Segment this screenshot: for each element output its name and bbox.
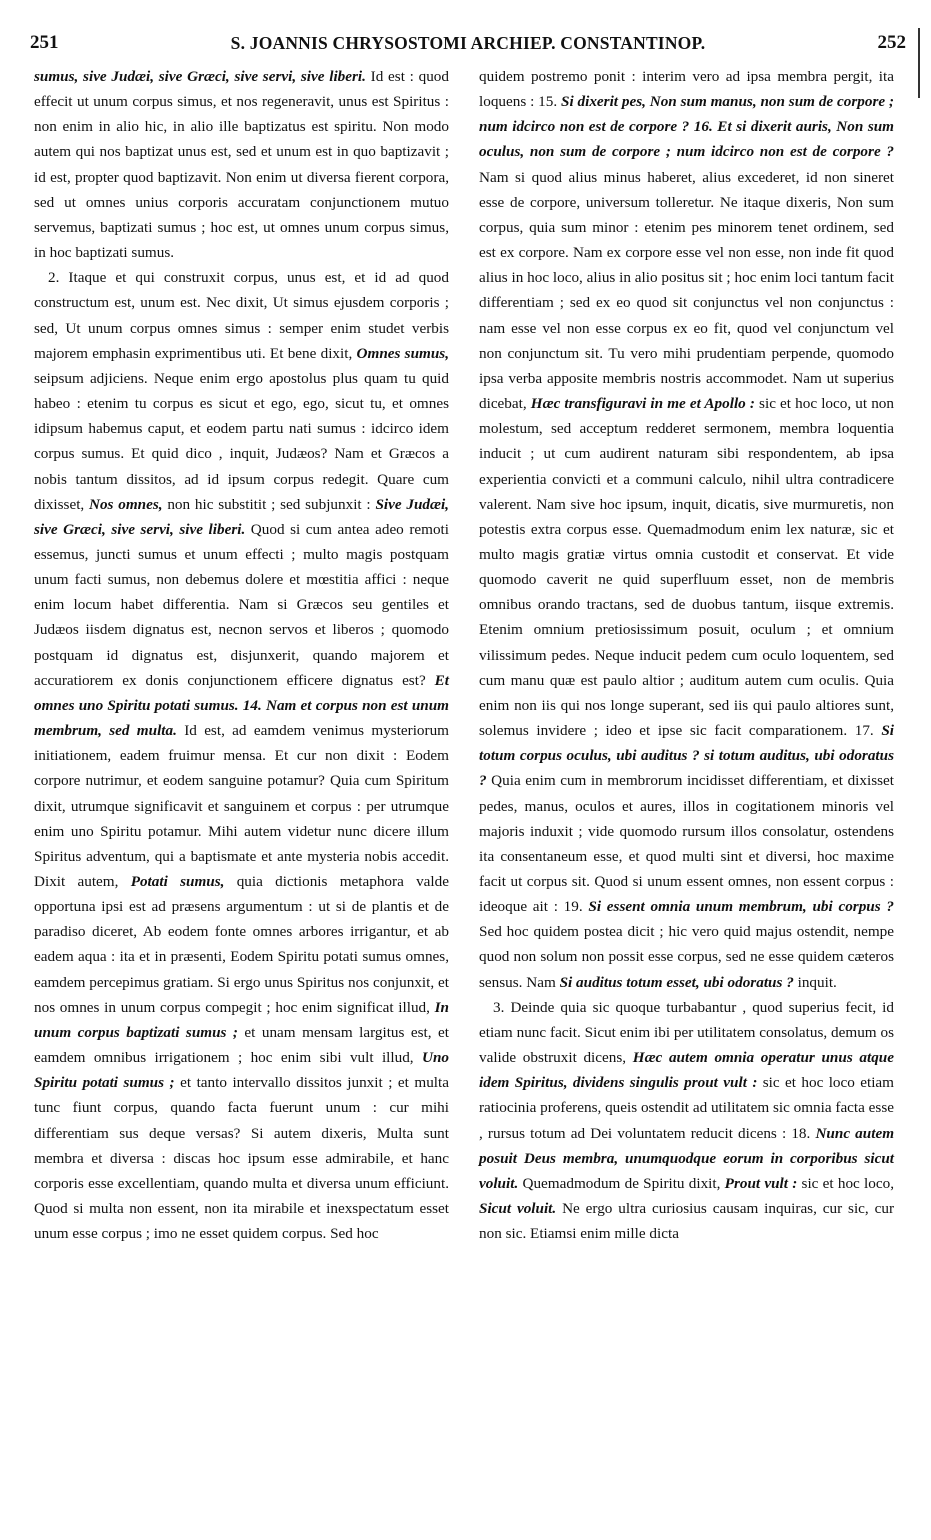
italic-citation: Hæc transfiguravi in me et Apollo :: [530, 395, 755, 413]
italic-citation: Nos omnes,: [88, 495, 163, 513]
text-run: Id est, ad eamdem venimus mysteriorum initiationem, eadem fruimur mensa. Et cur non dixit : Eodem corpore nutrimur, et eodem sanguine potamur? Quia cum Spiritum dixit, utrumque significavit et sanguinem et corpus : per utrumque enim uno Spiritu potamur. Mihi autem videtur nunc dicere illum Spiritus adventum, qui a baptismate et ante mysteria nobis accedit. Dixit autem,: [34, 722, 449, 890]
paragraph: [479, 995, 894, 1247]
text-run: sic et hoc loco, ut non molestum, sed acceptum redderet sermonem, membra loquentia inducit ; ut cum audirent naturam sibi respondentem, ab ipsa experientia convicti et a communi calculo, nihil ultra contradicere valerent. Nam sive hoc ipsum, inquit, dicatis, sive murmuretis, non potestis extra corpus esse. Quemadmodum enim lex naturæ, sic et multo magis gratiæ virtus omnia custodit et conservat. Et vide quomodo caverit ne quid superfluum esset, non de membris omnibus orando tractans, sed de duobus tantum, iisque extremis. Etenim omnium pretiosissimum posuit, oculum ; et omnium vilissimum pedes. Neque inducit pedem cum oculo loquentem, sed cum manu quæ est paulo altior ; auditum autem cum oculis. Quia enim non iis qui nos longe superant, sed iis qui paulo altiores sunt, solemus invidere ; ideo et ipse sic facit comparationem. 17.: [479, 395, 894, 740]
paragraph: [479, 64, 894, 995]
running-title: S. JOANNIS CHRYSOSTOMI ARCHIEP. CONSTANTINOP.: [230, 33, 706, 53]
italic-citation: Omnes sumus,: [356, 344, 449, 362]
paragraph: [34, 265, 449, 1246]
page-number-left: 251: [30, 32, 59, 53]
italic-citation: Sicut voluit.: [479, 1200, 557, 1218]
italic-citation: Si auditus totum esset, ubi odoratus ?: [559, 973, 794, 991]
text-run: Quod si cum antea adeo remoti essemus, juncti sumus et unum effecti ; multo magis postquam unum facti sumus, non debemus dolere et mœstitia affici : neque enim locum habet differentia. Nam si Græcos seu gentiles et Judæos iisdem dignatus est, necnon servos et liberos ; quomodo postquam id dignatus est, disjunxerit, quando majorem et accuratiorem ex donis conjunctionem efficere dignatus est?: [34, 520, 449, 689]
italic-citation: Prout vult :: [724, 1174, 798, 1192]
text-run: sic et hoc loco,: [797, 1174, 894, 1192]
page-header: [30, 32, 906, 62]
text-run: Id est : quod effecit ut unum corpus simus, et nos regeneravit, unus est Spiritus : non enim in alio hic, in alio ille baptizatus est spiritu. Non modo autem qui nos baptizat unus est, sed et unum est in quo baptizavit ; id est, propter quod baptizavit. Non enim ut diversa fierent corpora, sed ut omnes unius corporis accuratam conjunctionem mutuo servemus, baptizati sumus ; hoc est, ut omnes unum corpus simus, in hoc baptizati sumus.: [34, 68, 449, 262]
italic-citation: Si dixerit pes, Non sum manus, non sum de corpore ; num idcirco non est de corpore ? 16. Et si dixerit auris, Non sum oculus, non sum de corpore ; num idcirco non est de corpore ?: [479, 93, 894, 161]
text-run: Sed hoc quidem postea dicit ; hic vero quid majus ostendit, nempe quod non solum non possit esse corpus, sed ne esse quidem cæteros sensus. Nam: [479, 923, 894, 991]
italic-citation: Hæc autem omnia operatur unus atque idem Spiritus, dividens singulis prout vult :: [479, 1049, 894, 1092]
italic-citation: Si totum corpus oculus, ubi auditus ? si totum auditus, ubi odoratus ?: [479, 722, 894, 790]
italic-citation: Et omnes uno Spiritu potati sumus. 14. Nam et corpus non est unum membrum, sed multa.: [34, 671, 449, 740]
italic-citation: Sive Judæi, sive Græci, sive servi, sive liberi.: [34, 495, 449, 538]
text-run: Quia enim cum in membrorum incidisset differentiam, et dixisset pedes, manus, oculos et aures, illos in cogitationem minoris vel majoris induxit ; vide quomodo rursum illos consolatur, ostendens ita consentaneum esse, et quod multi sint et diversi, hoc maxime facit ut corpus sit. Quod si unum essent omnes, non essent corpus : ideoque ait : 19.: [479, 772, 894, 916]
text-run: seipsum adjiciens. Neque enim ergo apostolus plus quam tu quid habeo : etenim tu corpus es sicut et ego, ego, sicut tu, et omnes idipsum habemus caput, et eodem partu nati sumus : idcirco idem corpus sumus. Et quid dico , inquit, Judæos? Nam et Græcos a nobis tantum dissitos, ad id ipsum corpus redegit. Quare cum dixisset,: [34, 369, 449, 513]
right-column: [479, 64, 894, 1246]
text-run: quidem postremo ponit : interim vero ad ipsa membra pergit, ita loquens : 15.: [479, 68, 894, 111]
text-run: et tanto intervallo dissitos junxit ; et multa tunc fiunt corpus, quando facta fuerunt unum : cur mihi differentiam sus deque versas? Si autem dixeris, Multa sunt membra et diversa : discas hoc ipsum esse admirabile, et hanc corporis esse excellentiam, quando multa et diversa unum efficiunt. Quod si multa non essent, non ita mirabile et inexspectatum esset unum esse corpus ; imo ne esset quidem corpus. Sed hoc: [34, 1074, 449, 1243]
page-number-right: 252: [877, 32, 906, 53]
left-column: [34, 64, 449, 1246]
text-run: Nam si quod alius minus haberet, alius excederet, id non sineret esse de corpore, universum tolleretur. Ne itaque dixeris, Non sum corpus, quia sum minor : etenim pes minorem tenet ordinem, sed est ex corpore. Nam ex corpore esse vel non esse, non inde fit quod alius in hoc loco, alius in alio positus sit ; hoc enim loci tantum facit differentiam ; sed ex eo quod sit conjunctus vel non conjunctus : nam esse vel non esse corpus ex eo fit, quod vel conjunctum vel non conjunctum sit. Tu vero mihi prudentiam perpende, quomodo ipsa verba apposite membris nostris accommodet. Nam ut superius dicebat,: [479, 168, 894, 413]
italic-citation: sumus, sive Judæi, sive Græci, sive servi, sive liberi.: [34, 68, 366, 85]
italic-citation: Si essent omnia unum membrum, ubi corpus ?: [588, 898, 894, 916]
italic-citation: Nunc autem posuit Deus membra, unumquodque eorum in corporibus sicut voluit.: [479, 1124, 895, 1192]
text-run: non hic substitit ; sed subjunxit :: [162, 495, 376, 513]
italic-citation: Uno Spiritu potati sumus ;: [34, 1049, 449, 1092]
paragraph: [34, 64, 449, 265]
text-run: Ne ergo ultra curiosius causam inquiras, cur sic, cur non sic. Etiamsi enim mille dicta: [479, 1200, 895, 1243]
text-run: et unam mensam largitus est, et eamdem omnibus irrigationem ; hoc enim sibi vult illud,: [34, 1023, 449, 1067]
margin-rule: [918, 28, 920, 98]
text-run: sic et hoc loco etiam ratiocinia proferens, queis ostendit ad utilitatem sic omnia facta esse , rursus totum ad Dei voluntatem reducit dicens : 18.: [479, 1074, 894, 1142]
italic-citation: In unum corpus baptizati sumus ;: [34, 998, 449, 1041]
text-run: 2. Itaque et qui construxit corpus, unus est, et id ad quod constructum est, unum est. Nec dixit, Ut simus ejusdem corporis ; sed, Ut unum corpus omnes simus : semper enim studet verbis majorem emphasin exprimentibus uti. Et bene dixit,: [34, 269, 449, 362]
text-run: Quemadmodum de Spiritu dixit,: [518, 1174, 725, 1192]
text-run: inquit.: [793, 973, 837, 991]
text-run: 3. Deinde quia sic quoque turbabantur , quod superius fecit, id etiam nunc facit. Sicut enim ibi per utilitatem consolatus, demum os valide obstruxit dicens,: [479, 998, 894, 1067]
italic-citation: Potati sumus,: [130, 873, 225, 890]
text-run: quia dictionis metaphora valde opportuna ipsi est ad præsens argumentum : ut si de plantis et de paradiso diceret, Ab eodem fonte omnes arbores irrigantur, et ab eadem aqua : ita et in præsenti, Eodem Spiritu potati sumus omnes, eamdem percepimus gratiam. Si ergo unus Spiritus nos conjunxit, et nos omnes in unum corpus compegit ; hoc enim significat illud,: [34, 873, 449, 1016]
